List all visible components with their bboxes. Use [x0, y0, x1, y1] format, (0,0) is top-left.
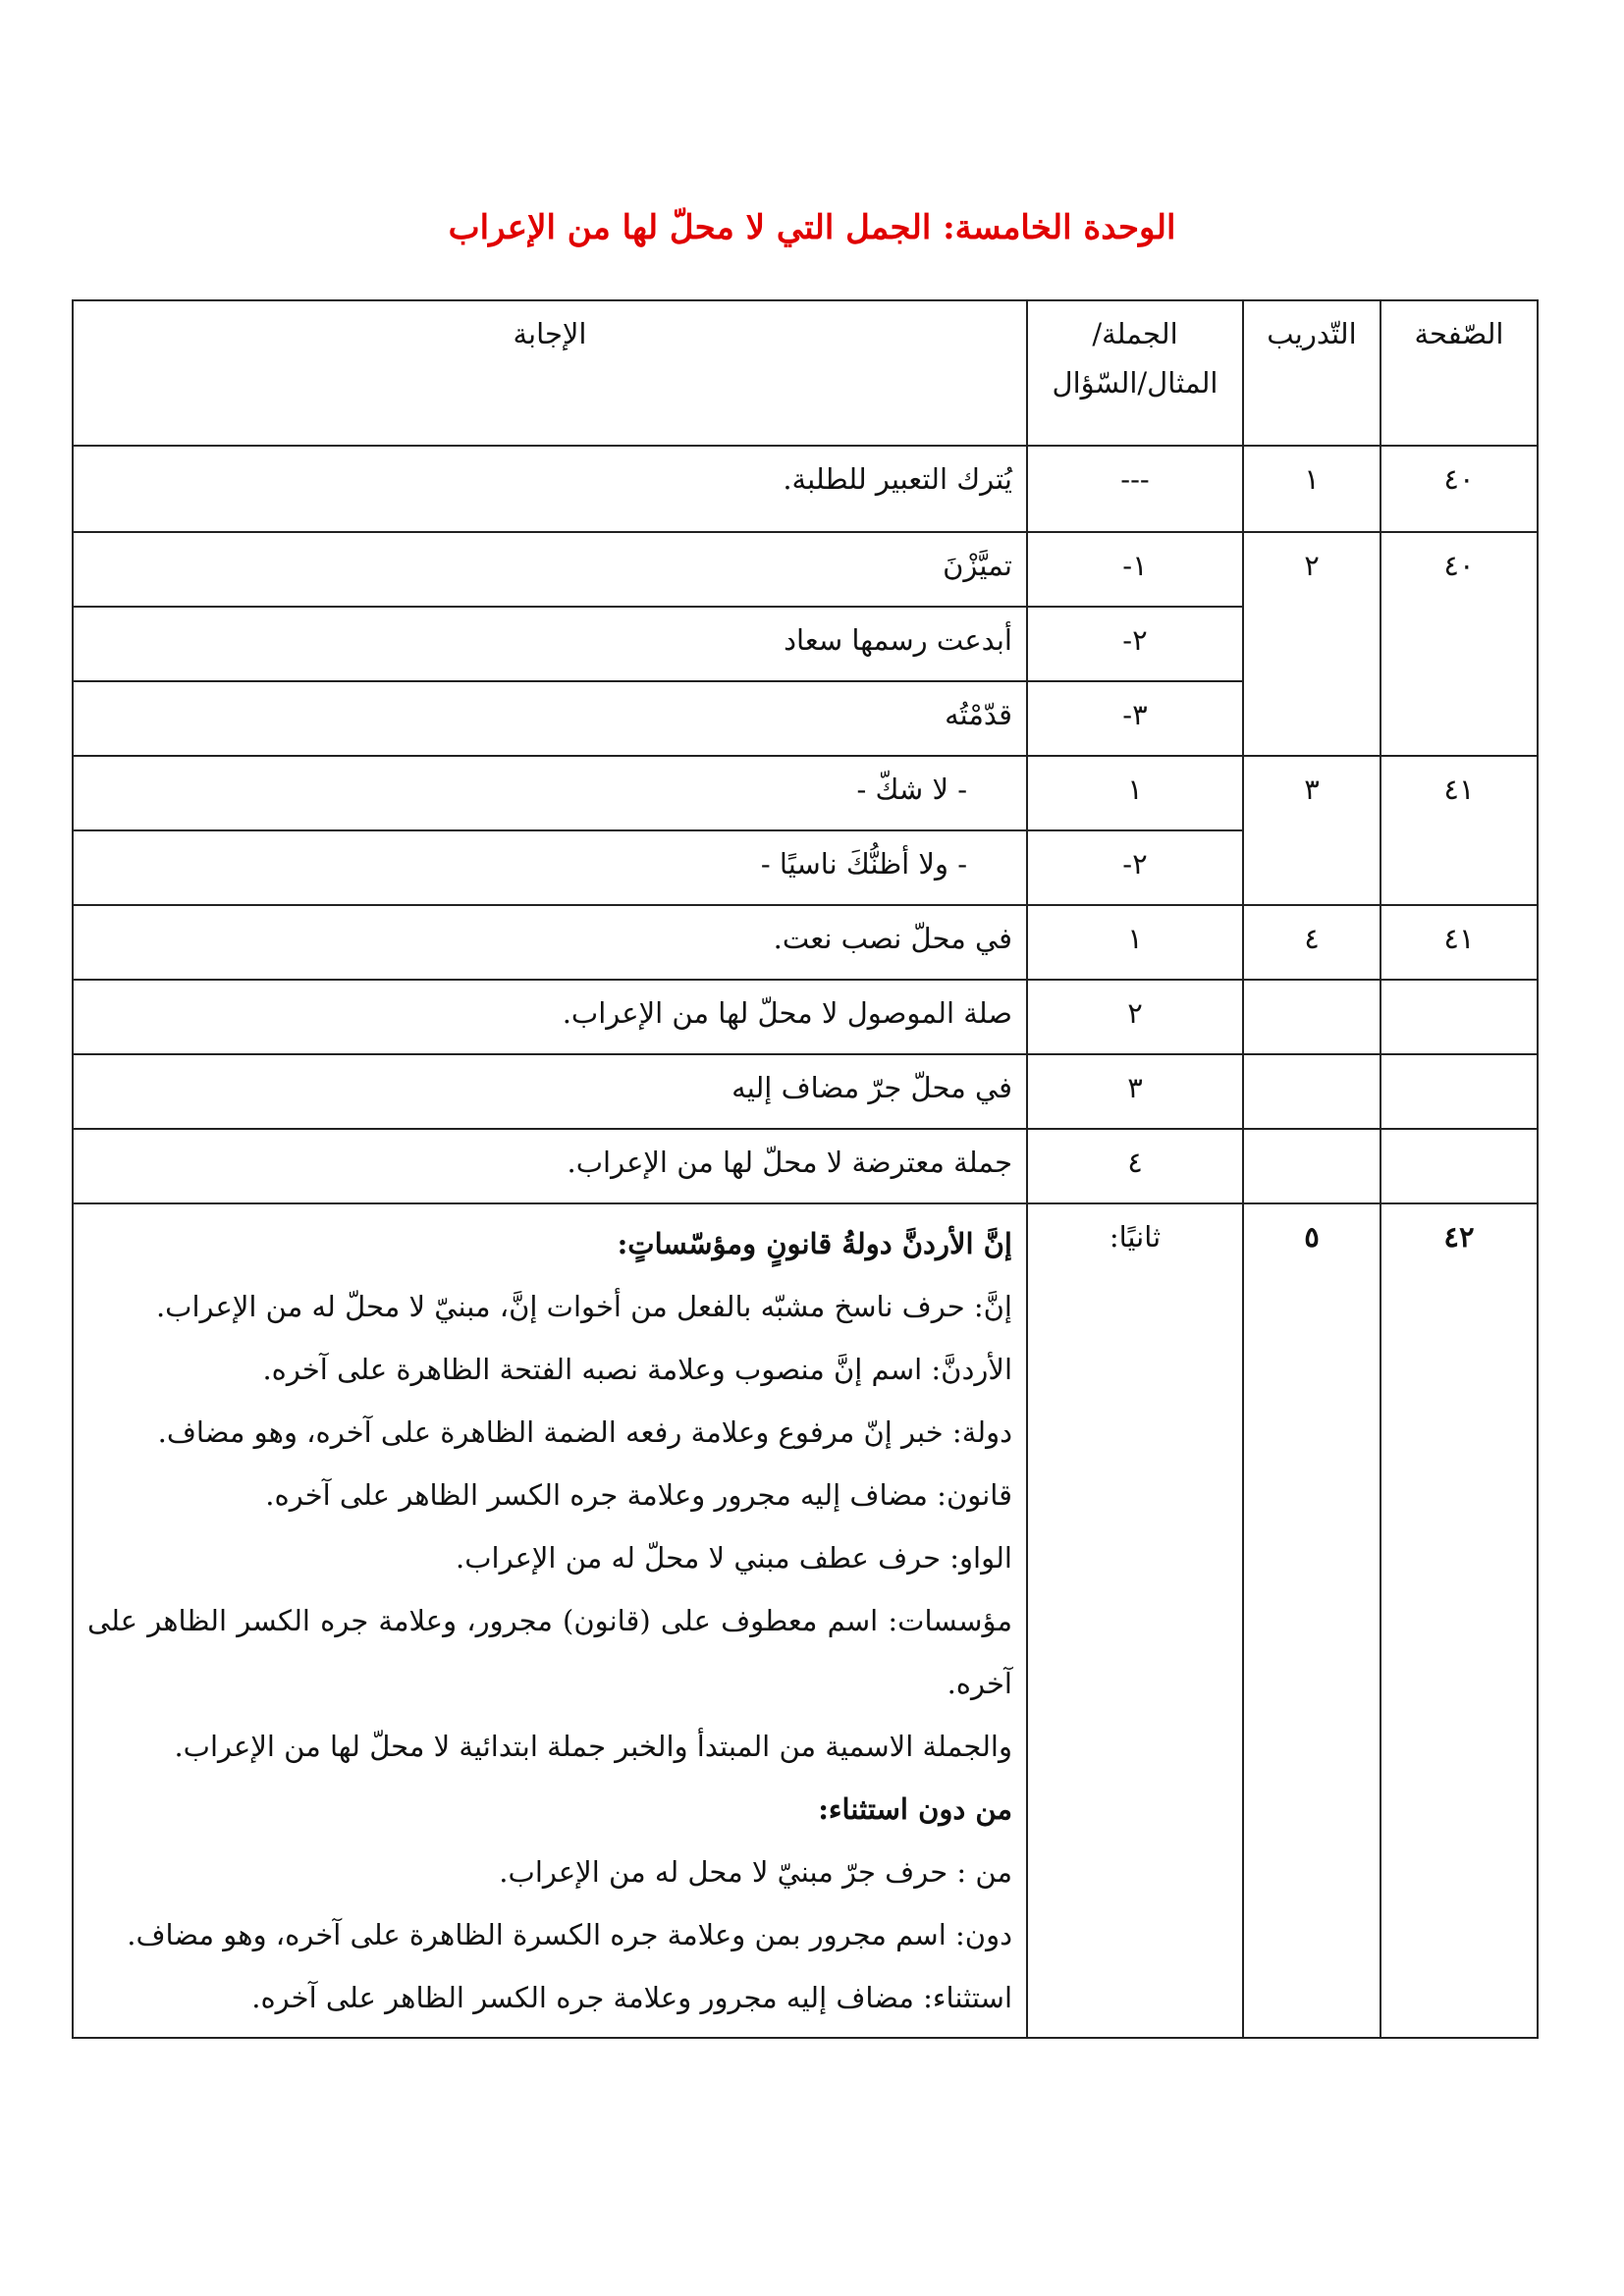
table-header-row: [73, 300, 1538, 446]
table-row: [73, 905, 1538, 980]
table-row: [73, 756, 1538, 830]
cell-question: ١-: [1027, 532, 1243, 607]
cell-exercise: [1243, 1054, 1380, 1129]
cell-question: ٢-: [1027, 607, 1243, 681]
cell-answer: في محلّ جرّ مضاف إليه: [73, 1054, 1027, 1129]
cell-answer: أبدعت رسمها سعاد: [73, 607, 1027, 681]
table-row: [73, 1203, 1538, 2038]
table-row: [73, 1129, 1538, 1203]
table-row: [73, 1054, 1538, 1129]
cell-question: ١: [1027, 756, 1243, 830]
cell-exercise: ٥: [1243, 1203, 1380, 2038]
cell-answer: صلة الموصول لا محلّ لها من الإعراب.: [73, 980, 1027, 1054]
cell-page: ٤٠: [1380, 532, 1538, 756]
answer-line: إنَّ: حرف ناسخ مشبّه بالفعل من أخوات إنَّ، مبنيّ لا محلّ له من الإعراب.: [155, 1290, 1012, 1323]
cell-page: [1380, 1129, 1538, 1203]
answer-line: من : حرف جرّ مبنيّ لا محل له من الإعراب.: [499, 1855, 1012, 1889]
answer-line: دولة: خبر إنّ مرفوع وعلامة رفعه الضمة الظاهرة على آخره، وهو مضاف.: [157, 1415, 1012, 1449]
cell-question: ٢: [1027, 980, 1243, 1054]
table-row: [73, 446, 1538, 532]
answer-line: دون: اسم مجرور بمن وعلامة جره الكسرة الظاهرة على آخره، وهو مضاف.: [127, 1918, 1012, 1951]
cell-page: ٤١: [1380, 905, 1538, 980]
header-question-line1: الجملة/: [1092, 317, 1178, 350]
cell-exercise: ٤: [1243, 905, 1380, 980]
cell-exercise: ٣: [1243, 756, 1380, 905]
answer-line: من دون استثناء:: [818, 1792, 1012, 1826]
cell-question: ٣: [1027, 1054, 1243, 1129]
answer-line: قانون: مضاف إليه مجرور وعلامة جره الكسر الظاهر على آخره.: [265, 1478, 1012, 1512]
table-row: [73, 980, 1538, 1054]
cell-page: [1380, 1054, 1538, 1129]
cell-answer: قدّمْتُه: [73, 681, 1027, 756]
header-exercise: التّدريب: [1243, 300, 1380, 446]
cell-answer: جملة معترضة لا محلّ لها من الإعراب.: [73, 1129, 1027, 1203]
cell-page: [1380, 980, 1538, 1054]
header-question-line2: المثال/السّؤال: [1052, 366, 1218, 400]
answer-line: إنَّ الأردنَّ دولةُ قانونٍ ومؤسّساتٍ:: [617, 1227, 1012, 1260]
header-question: [1027, 300, 1243, 446]
table-row: [73, 532, 1538, 607]
cell-question: ثانيًا:: [1027, 1203, 1243, 2038]
cell-answer: - لا شكّ -: [73, 756, 1027, 830]
cell-answer: [73, 1203, 1027, 2038]
answer-line: والجملة الاسمية من المبتدأ والخبر جملة ابتدائية لا محلّ لها من الإعراب.: [174, 1730, 1012, 1763]
cell-page: ٤٠: [1380, 446, 1538, 532]
cell-answer: - ولا أظنُّكَ ناسيًا -: [73, 830, 1027, 905]
cell-exercise: [1243, 980, 1380, 1054]
document-title: الوحدة الخامسة: الجمل التي لا محلّ لها من الإعراب: [448, 208, 1176, 247]
header-page: الصّفحة: [1380, 300, 1538, 446]
cell-question: ١: [1027, 905, 1243, 980]
cell-exercise: [1243, 1129, 1380, 1203]
answer-line: مؤسسات: اسم معطوف على (قانون) مجرور، وعلامة جره الكسر الظاهر على آخره.: [87, 1604, 1012, 1700]
cell-question: ٢-: [1027, 830, 1243, 905]
answer-line: الأردنَّ: اسم إنَّ منصوب وعلامة نصبه الفتحة الظاهرة على آخره.: [262, 1353, 1012, 1386]
answers-table: [72, 299, 1539, 2039]
cell-question: ٤: [1027, 1129, 1243, 1203]
cell-exercise: ١: [1243, 446, 1380, 532]
answer-line: الواو: حرف عطف مبني لا محلّ له من الإعراب.: [456, 1541, 1012, 1575]
cell-question: ٣-: [1027, 681, 1243, 756]
cell-answer: في محلّ نصب نعت.: [73, 905, 1027, 980]
answer-line: استثناء: مضاف إليه مجرور وعلامة جره الكسر الظاهر على آخره.: [251, 1981, 1012, 2014]
cell-answer: تميَّزْنَ: [73, 532, 1027, 607]
cell-page: ٤١: [1380, 756, 1538, 905]
cell-answer: يُترك التعبير للطلبة.: [73, 446, 1027, 532]
cell-exercise: ٢: [1243, 532, 1380, 756]
cell-page: ٤٢: [1380, 1203, 1538, 2038]
header-answer: الإجابة: [73, 300, 1027, 446]
cell-question: ---: [1027, 446, 1243, 532]
